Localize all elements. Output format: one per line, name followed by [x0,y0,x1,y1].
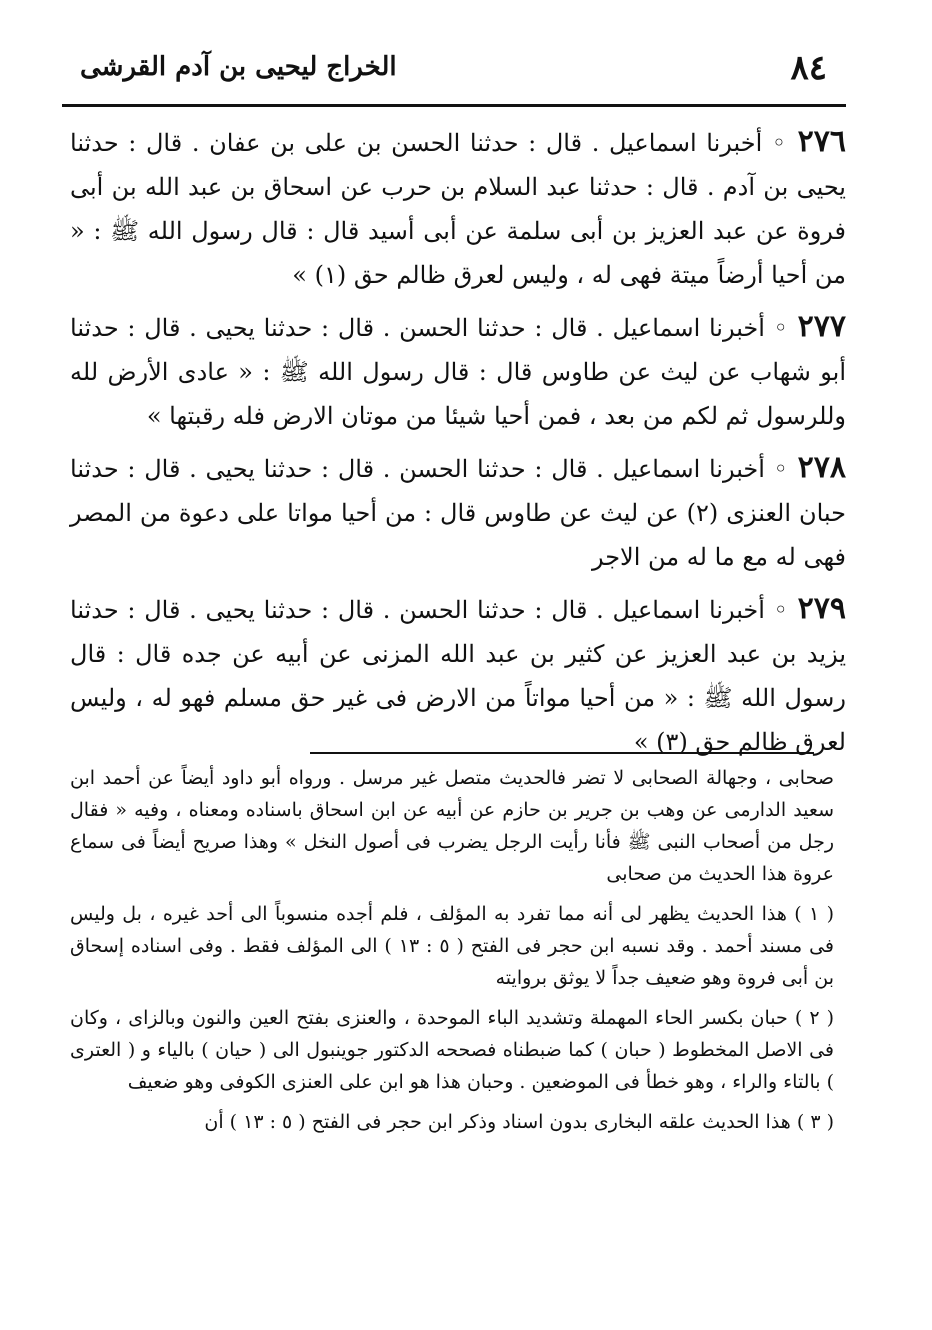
hadith-number: ٢٧٨ [797,450,846,485]
hadith-number: ٢٧٦ [797,124,846,159]
hadith-number: ٢٧٧ [797,309,846,344]
hadith-text: أخبرنا اسماعيل . قال : حدثنا الحسن . قال : حدثنا يحيى . قال : حدثنا أبو شهاب عن ليث عن طاوس قال : قال رسول الله ﷺ : « عادى الأرض لله وللرسول ثم لكم من بعد ، فمن أحيا شيئا من موتان الارض فله رقبتها » [70,314,846,430]
footnotes [70,762,834,1146]
hadith-279: ٢٧٩ ◦ أخبرنا اسماعيل . قال : حدثنا الحسن . قال : حدثنا يحيى . قال : حدثنا يزيد بن عبد العزيز عن كثير بن عبد الله المزنى عن أبيه عن جده قال : قال رسول الله ﷺ : « من أحيا مواتاً من الارض فى غير حق مسلم فهو له ، وليس لعرق ظالم حق (٣) » [70,591,846,756]
page-number: ٨٤ [790,48,827,88]
hadith-number: ٢٧٩ [797,591,846,626]
hadith-277: ٢٧٧ ◦ أخبرنا اسماعيل . قال : حدثنا الحسن . قال : حدثنا يحيى . قال : حدثنا أبو شهاب عن ليث عن طاوس قال : قال رسول الله ﷺ : « عادى الأرض لله وللرسول ثم لكم من بعد ، فمن أحيا شيئا من موتان الارض فله رقبتها » [70,309,846,430]
page-header [60,48,827,100]
footnote-3: ( ٣ ) هذا الحديث علقه البخارى بدون اسناد وذكر ابن حجر فى الفتح ( ٥ : ١٣ ) أن [204,1111,834,1133]
hadith-text: أخبرنا اسماعيل . قال : حدثنا الحسن . قال : حدثنا يحيى . قال : حدثنا يزيد بن عبد العزيز عن كثير بن عبد الله المزنى عن أبيه عن جده قال : قال رسول الله ﷺ : « من أحيا مواتاً من الارض فى غير حق مسلم فهو له ، وليس لعرق ظالم حق (٣) » [70,596,846,756]
header-rule [62,104,846,107]
hadith-text: أخبرنا اسماعيل . قال : حدثنا الحسن بن على بن عفان . قال : حدثنا يحيى بن آدم . قال : حدثنا عبد السلام بن حرب عن اسحاق بن عبد الله بن أبى فروة عن عبد العزيز بن أبى سلمة عن أبى أسيد قال : قال رسول الله ﷺ : « من أحيا أرضاً ميتة فهى له ، وليس لعرق ظالم حق (١) » [70,129,846,289]
main-text [70,120,846,772]
running-title: الخراج ليحيى بن آدم القرشى [80,52,397,82]
hadith-276: ٢٧٦ ◦ أخبرنا اسماعيل . قال : حدثنا الحسن بن على بن عفان . قال : حدثنا يحيى بن آدم . قال : حدثنا عبد السلام بن حرب عن اسحاق بن عبد الله بن أبى فروة عن عبد العزيز بن أبى سلمة عن أبى أسيد قال : قال رسول الله ﷺ : « من أحيا أرضاً ميتة فهى له ، وليس لعرق ظالم حق (١) » [70,124,846,289]
footnote-rule [310,752,814,754]
hadith-text: أخبرنا اسماعيل . قال : حدثنا الحسن . قال : حدثنا يحيى . قال : حدثنا حبان العنزى (٢) عن ليث عن طاوس قال : من أحيا مواتا على دعوة من المصر فهى له مع ما له من الاجر [70,455,846,571]
footnote-1: ( ١ ) هذا الحديث يظهر لى أنه مما تفرد به المؤلف ، فلم أجده منسوباً الى أحد غيره ، بل وليس فى مسند أحمد . وقد نسبه ابن حجر فى الفتح ( ٥ : ١٣ ) الى المؤلف فقط . وفى اسناده إسحاق بن أبى فروة وهو ضعيف جداً لا يوثق بروايته [70,903,835,989]
footnote-continued: صحابى ، وجهالة الصحابى لا تضر فالحديث متصل غير مرسل . ورواه أبو داود أيضاً عن أحمد ابن سعيد الدارمى عن وهب بن جرير بن حازم عن أبيه عن ابن اسحاق باسناده ومعناه ، وفيه « فقال رجل من أصحاب النبى ﷺ فأنا رأيت الرجل يضرب فى أصول النخل » وهذا صريح أيضاً فى سماع عروة هذا الحديث من صحابى [70,767,834,885]
hadith-278: ٢٧٨ ◦ أخبرنا اسماعيل . قال : حدثنا الحسن . قال : حدثنا يحيى . قال : حدثنا حبان العنزى (٢) عن ليث عن طاوس قال : من أحيا مواتا على دعوة من المصر فهى له مع ما له من الاجر [70,450,846,571]
footnote-2: ( ٢ ) حبان بكسر الحاء المهملة وتشديد الباء الموحدة ، والعنزى بفتح العين والنون وبالزاى ، وكان فى الاصل المخطوط ( حبان ) كما ضبطناه فصححه الدكتور جوينبول الى ( حيان ) بالياء و ( العترى ) بالتاء والراء ، وهو خطأ فى الموضعين . وحبان هذا هو ابن على العنزى الكوفى وهو ضعيف [70,1007,835,1093]
